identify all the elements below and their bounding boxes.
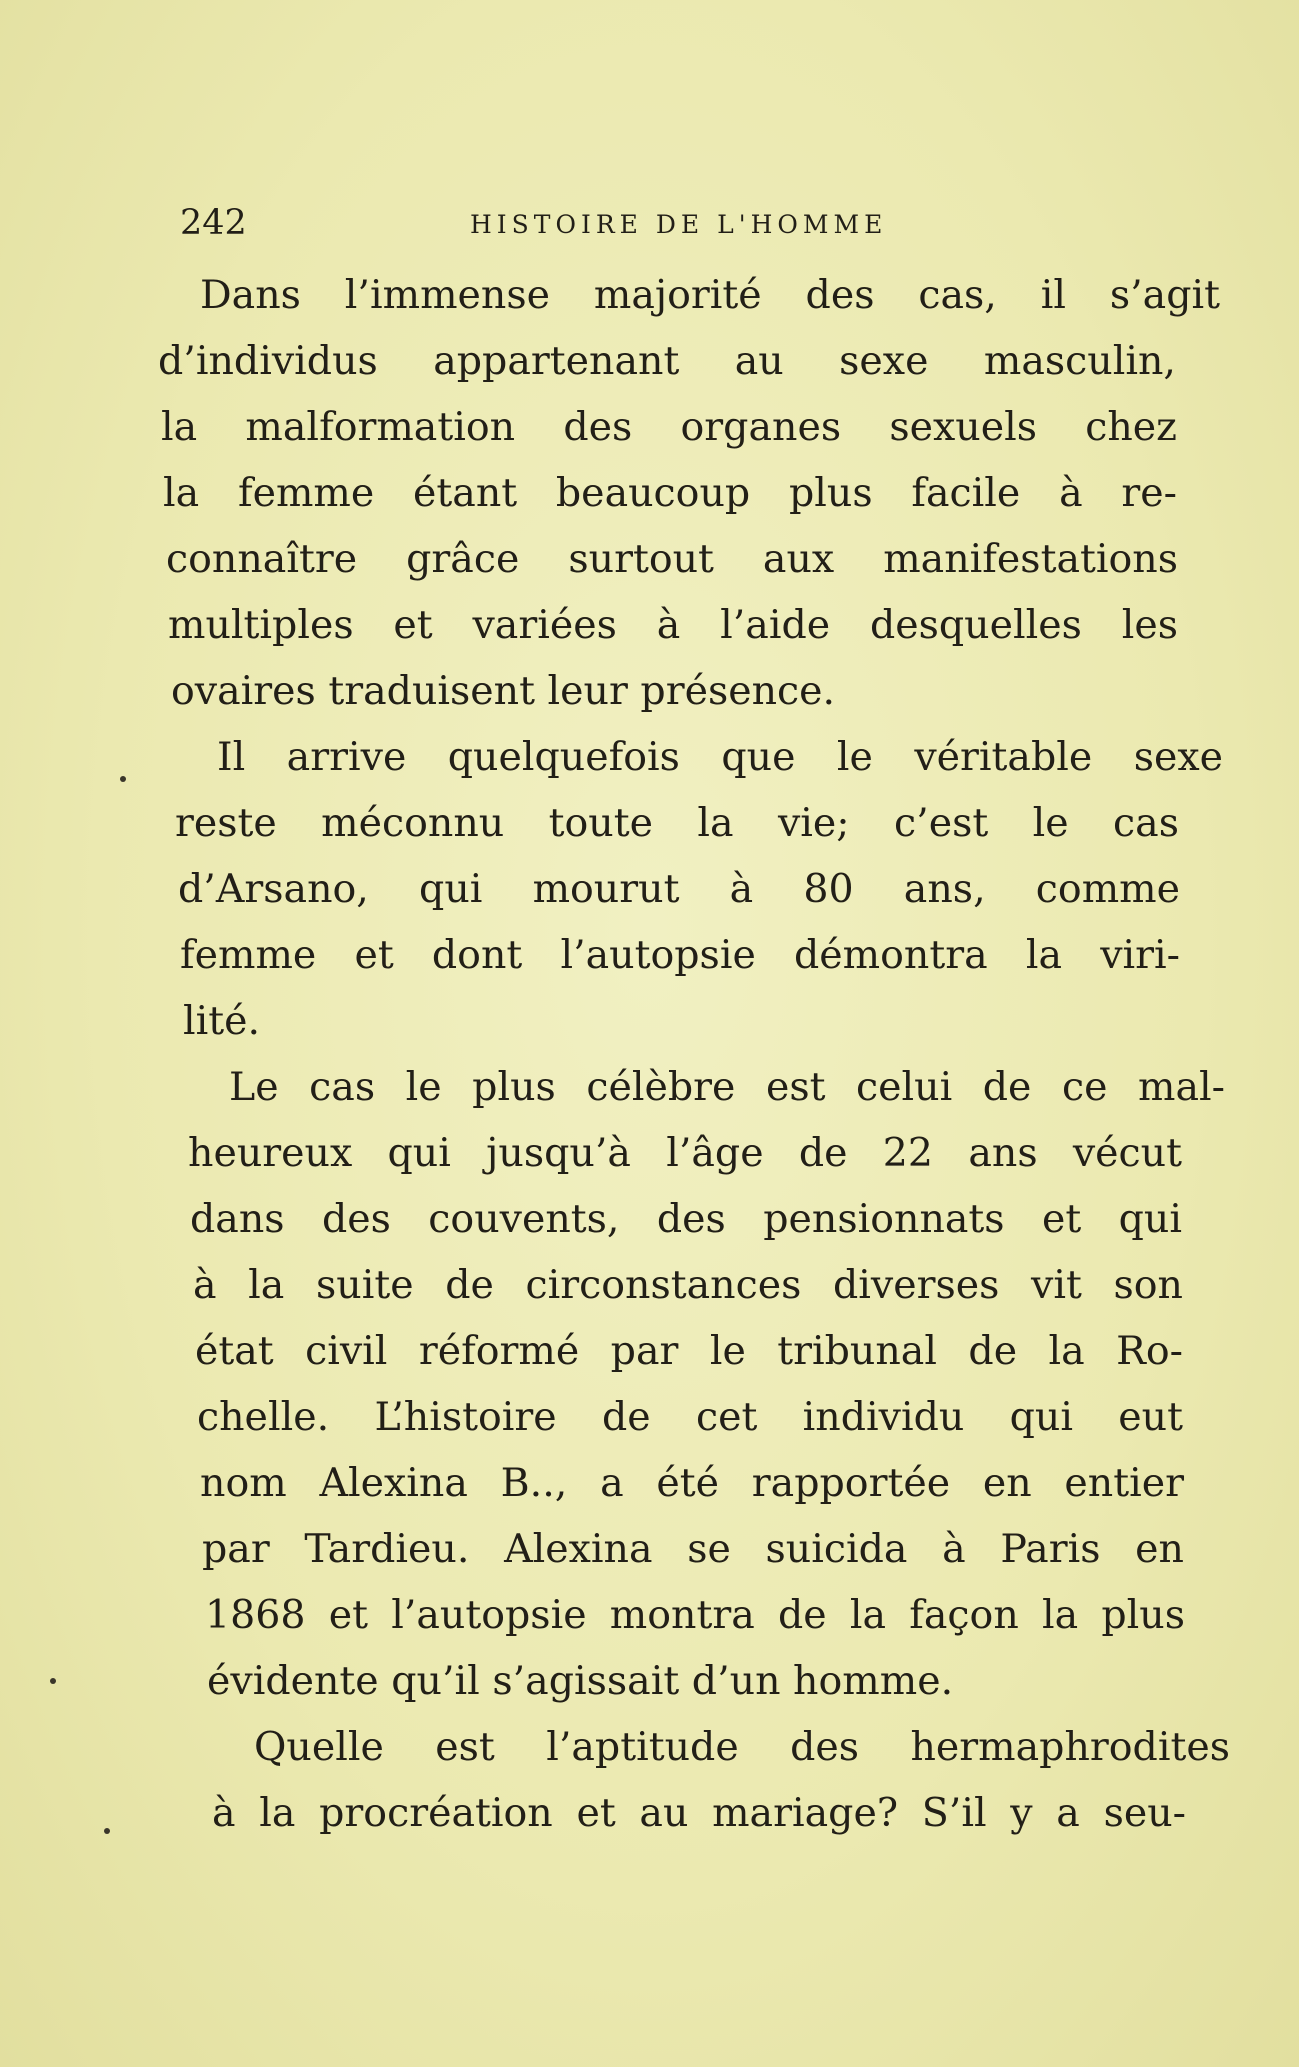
print-speck (120, 776, 126, 782)
text-line: lité. (183, 998, 261, 1044)
text-line: multiples et variées à l’aide desquelles les (168, 602, 1178, 648)
text-line: connaître grâce surtout aux manifestations (166, 536, 1178, 582)
text-line: ovaires traduisent leur présence. (171, 668, 836, 714)
body-text (158, 262, 1230, 1846)
text-line: femme et dont l’autopsie démontra la viri- (180, 932, 1180, 978)
text-line: 1868 et l’autopsie montra de la façon la plus (205, 1592, 1185, 1638)
print-speck (104, 1828, 110, 1834)
text-line: par Tardieu. Alexina se suicida à Paris en (202, 1526, 1184, 1572)
page-number: 242 (180, 203, 247, 243)
text-line: état civil réformé par le tribunal de la Ro- (195, 1328, 1183, 1374)
text-line: la femme étant beaucoup plus facile à re- (163, 470, 1177, 516)
text-line: dans des couvents, des pensionnats et qui (190, 1196, 1182, 1242)
text-line: à la suite de circonstances diverses vit son (193, 1262, 1183, 1308)
running-title: HISTOIRE DE L'HOMME (470, 210, 888, 239)
text-line: évidente qu’il s’agissait d’un homme. (207, 1658, 954, 1704)
text-line: la malformation des organes sexuels chez (161, 404, 1177, 450)
text-line: d’individus appartenant au sexe masculin, (158, 338, 1176, 384)
print-speck (50, 1678, 56, 1684)
text-line: Il arrive quelquefois que le véritable sexe (217, 734, 1223, 780)
text-line: d’Arsano, qui mourut à 80 ans, comme (178, 866, 1180, 912)
text-line: Quelle est l’aptitude des hermaphrodites (254, 1724, 1230, 1770)
text-line: à la procréation et au mariage? S’il y a seu- (212, 1790, 1186, 1836)
text-line: chelle. L’histoire de cet individu qui eut (197, 1394, 1183, 1440)
page-header (180, 196, 920, 250)
text-line: reste méconnu toute la vie; c’est le cas (175, 800, 1179, 846)
text-line: Le cas le plus célèbre est celui de ce mal- (229, 1064, 1225, 1110)
text-line: nom Alexina B.., a été rapportée en entier (200, 1460, 1184, 1506)
text-line: Dans l’immense majorité des cas, il s’agit (200, 272, 1220, 318)
text-line: heureux qui jusqu’à l’âge de 22 ans vécut (188, 1130, 1182, 1176)
